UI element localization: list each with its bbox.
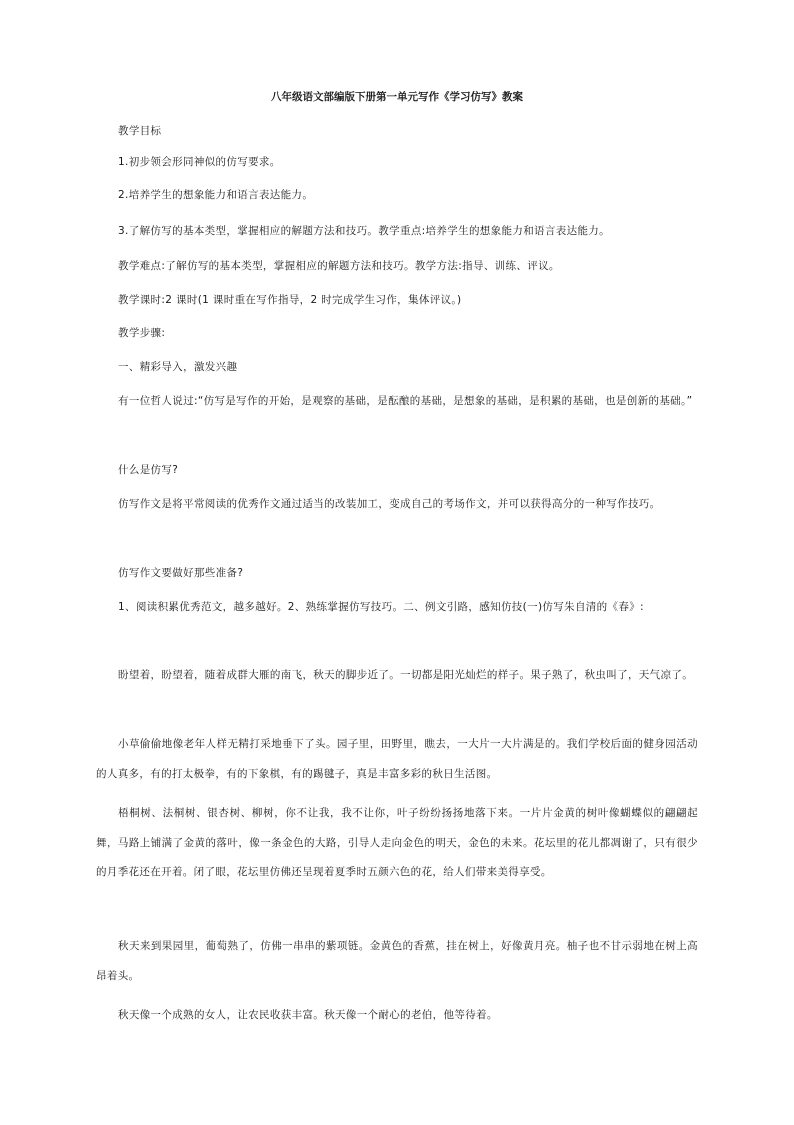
section-heading-objectives: 教学目标 [118,125,162,137]
paragraph-autumn-5: 秋天像一个成熟的女人，让农民收获丰富。秋天像一个耐心的老伯，他等待着。 [118,1009,498,1021]
document-title: 八年级语文部编版下册第一单元写作《学习仿写》教案 [271,91,523,103]
paragraph-preparation-steps: 1、阅读积累优秀范文，越多越好。2、熟练掌握仿写技巧。二、例文引路，感知仿技(一)仿写朱自清的《春》: [118,601,644,613]
paragraph-quote: 有一位哲人说过:“仿写是写作的开始，是观察的基础，是酝酿的基础，是想象的基础，是积累的基础，也是创新的基础。” [118,395,693,407]
paragraph-definition: 仿写作文是将平常阅读的优秀作文通过适当的改装加工，变成自己的考场作文，并可以获得高分的一种写作技巧。 [118,498,661,510]
paragraph-autumn-3: 梧桐树、法桐树、银杏树、柳树，你不让我，我不让你，叶子纷纷扬扬地落下来。一片片金黄的树叶像蝴蝶似的翩翩起舞，马路上铺满了金黄的落叶，像一条金色的大路，引导人走向金色的明天，金色的未来。花坛里的花儿都凋谢了，只有很少的月季花还在开着。闭了眼，花坛里仿佛还呈现着夏季时五颜六色的花，给人们带来美得享受。 [96,807,698,878]
question-preparation: 仿写作文要做好那些准备? [118,567,244,579]
paragraph-autumn-2: 小草偷偷地像老年人样无精打采地垂下了头。园子里，田野里，瞧去，一大片一大片满是的。我们学校后面的健身园活动的人真多，有的打太极拳，有的下象棋，有的踢毽子，真是丰富多彩的秋日生活图。 [96,738,698,780]
objective-item-1: 1.初步领会形同神似的仿写要求。 [118,156,281,168]
step-heading-intro: 一、精彩导入，激发兴趣 [118,361,238,373]
teaching-difficulties: 教学难点:了解仿写的基本类型，掌握相应的解题方法和技巧。教学方法:指导、训练、评议。 [118,260,560,272]
paragraph-autumn-4: 秋天来到果园里，葡萄熟了，仿佛一串串的紫项链。金黄色的香蕉，挂在树上，好像黄月亮。柚子也不甘示弱地在树上高昂着头。 [96,940,698,982]
objective-item-3: 3.了解仿写的基本类型，掌握相应的解题方法和技巧。教学重点:培养学生的想象能力和语言表达能力。 [118,225,611,237]
question-what-is-imitation: 什么是仿写? [118,464,179,476]
class-hours: 教学课时:2 课时(1 课时重在写作指导，2 时完成学生习作，集体评议。) [118,294,462,306]
objective-item-2: 2.培养学生的想象能力和语言表达能力。 [118,189,314,201]
section-heading-steps: 教学步骤: [118,327,166,339]
paragraph-autumn-1: 盼望着，盼望着，随着成群大雁的南飞，秋天的脚步近了。一切都是阳光灿烂的样子。果子熟了，秋虫叫了，天气凉了。 [118,669,694,681]
